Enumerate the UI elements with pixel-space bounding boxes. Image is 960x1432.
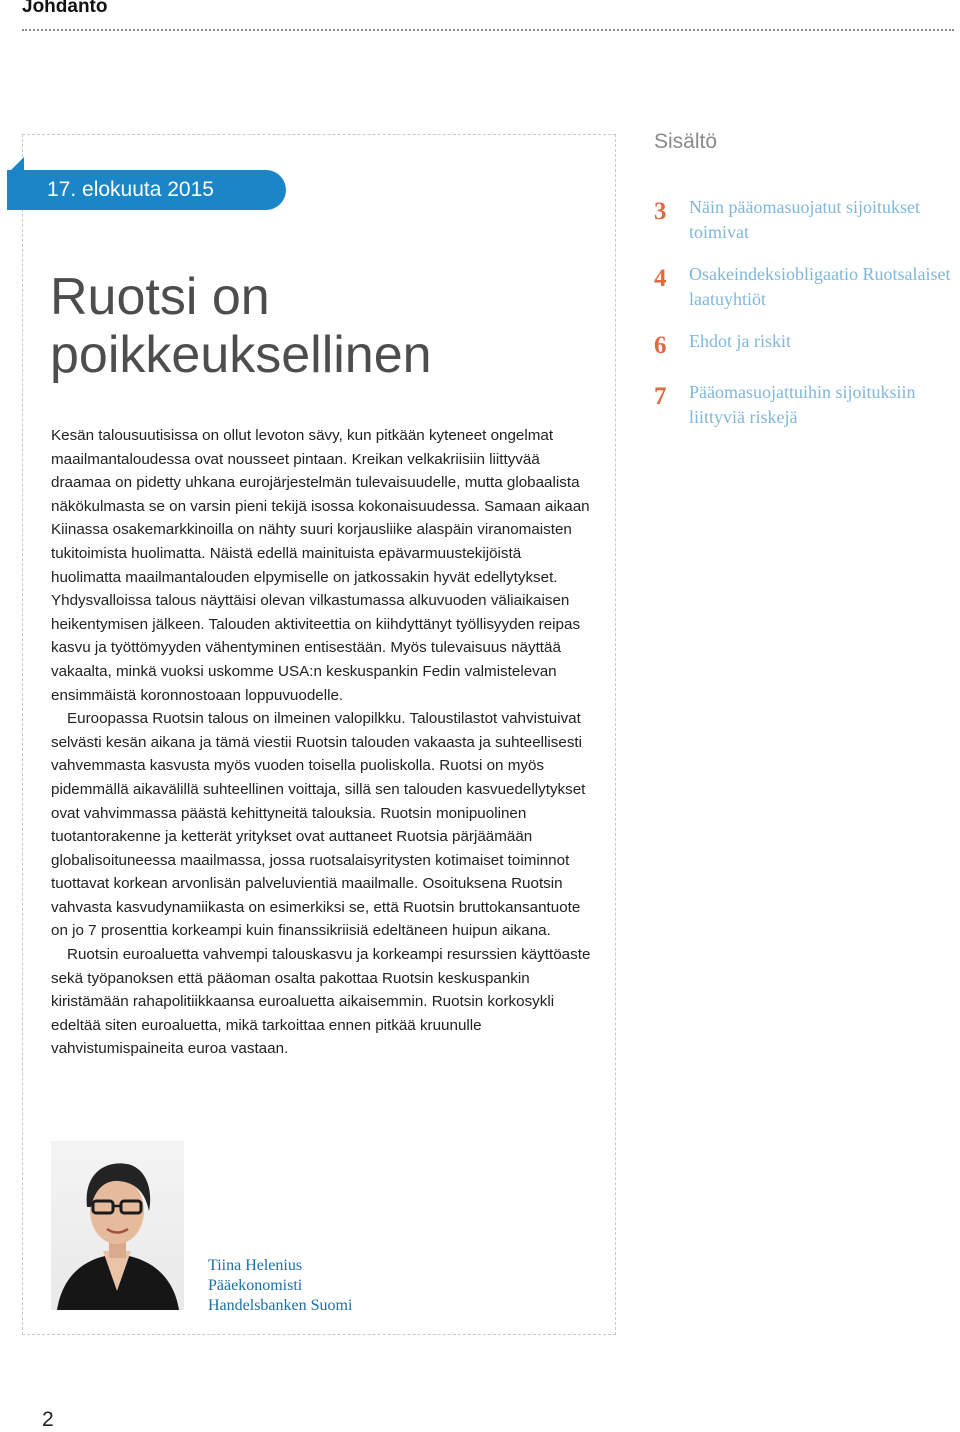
toc-heading: Sisältö	[654, 130, 718, 153]
author-block	[208, 1256, 352, 1316]
author-photo	[51, 1141, 184, 1310]
date-label: 17. elokuuta 2015	[47, 178, 214, 201]
page-number: 2	[42, 1408, 54, 1431]
title-line-1: Ruotsi on	[50, 268, 270, 326]
article-title	[50, 268, 590, 384]
section-title: Johdanto	[22, 0, 108, 17]
body-paragraph: Kesän talousuutisissa on ollut levoton sävy, kun pitkään kyteneet ongelmat maailmantaloudessa ovat nousseet pintaan. Kreikan velkakriisiin liittyvää draamaa on pidetty uhkana eurojärjestelmän tulevaisuudelle, mutta globaalista näkökulmasta se on varsin pieni tekijä isossa kokonaisuudessa. Samaan aikaan Kiinassa osakemarkkinoilla on nähty suuri korjausliike alaspäin viranomaisten tukitoimista huolimatta. Näistä edellä mainituista epävarmuustekijöistä huolimatta maailmantalouden elpymiselle on jatkossakin hyvät edellytykset. Yhdysvalloissa talous näyttäisi olevan vilkastumassa alkuvuoden väliaikaisen heikentymisen jälkeen. Talouden aktiviteettia on kiihdyttänyt työllisyyden reipas kasvu ja työttömyyden vähentyminen entisestään. Myös tulevaisuus näyttää vakaalta, minkä vuoksi uskomme USA:n keskuspankin Fedin valmistelevan ensimmäistä koronnostoaan loppuvuodelle.	[51, 427, 590, 704]
body-paragraph: Euroopassa Ruotsin talous on ilmeinen valopilkku. Taloustilastot vahvistuivat selvästi kesän aikana ja tämä viestii Ruotsin talouden vakaasta ja suhteellisesti vahvemmasta kasvusta myös vuoden toisella puoliskolla. Ruotsi on myös pidemmällä aikavälillä suhteellinen voittaja, sillä sen talouden kasvuedellytykset ovat vahvimmassa päästä kehittyneitä talouksia. Ruotsin monipuolinen tuotantorakenne ja ketterät yritykset ovat auttaneet Ruotsia pärjäämään globalisoituneessa maailmassa, jossa ruotsalaisyritysten kotimaiset toiminnot tuottavat korkean arvonlisän palveluvientiä maailmalle. Osoituksena Ruotsin vahvasta kasvudynamiikasta on esimerkiksi se, että Ruotsin bruttokansantuote on jo 7 prosenttia korkeampi kuin finanssikriisiä edeltäneen huipun aikana.	[51, 710, 586, 940]
title-line-2: poikkeuksellinen	[50, 326, 432, 384]
toc-page-number: 6	[654, 332, 667, 359]
author-name: Tiina Helenius	[208, 1257, 303, 1274]
author-organization: Handelsbanken Suomi	[208, 1297, 353, 1314]
date-tab	[7, 170, 286, 210]
body-paragraph: Ruotsin euroaluetta vahvempi talouskasvu ja korkeampi resurssien käyttöaste sekä työpanoksen että pääoman osalta pakottaa Ruotsin keskuspankin kiristämään rahapolitiikkaansa euroaluetta aikaisemmin. Ruotsin korkosykli edeltää siten euroaluetta, mikä tarkoittaa ennen pitkää kruunulle vahvistumispaineita euroa vastaan.	[51, 946, 591, 1058]
toc-page-number: 7	[654, 383, 667, 410]
toc-item-label: Ehdot ja riskit	[689, 331, 791, 351]
author-role: Pääekonomisti	[208, 1277, 303, 1294]
header-dotted-rule	[22, 29, 954, 31]
toc-item-label: Näin pääomasuojatut sijoitukset toimivat	[689, 197, 920, 242]
toc-item-label: Osakeindeksiobligaatio Ruotsalaiset laatuyhtiöt	[689, 264, 951, 309]
toc-item-label: Pääomasuojattuihin sijoituksiin liittyviä riskejä	[689, 382, 916, 427]
article-body	[51, 424, 591, 1061]
toc-page-number: 3	[654, 198, 667, 225]
toc-page-number: 4	[654, 265, 667, 292]
portrait-illustration	[51, 1141, 184, 1310]
